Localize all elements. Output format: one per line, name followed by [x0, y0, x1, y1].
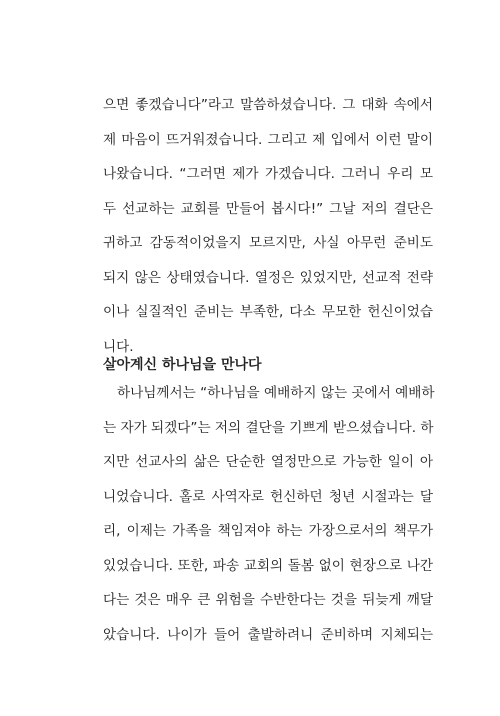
paragraph-2	[103, 376, 433, 652]
text-line: 니다.	[103, 338, 134, 355]
text-line: 귀하고 감동적이었을지 모르지만, 사실 아무런 준비도	[103, 235, 433, 251]
text-line: 되지 않은 상태였습니다. 열정은 있었지만, 선교적 전략	[103, 269, 433, 286]
paragraph-1	[103, 88, 433, 364]
text-line: 있었습니다. 또한, 파송 교회의 돌봄 없이 현장으로 나간	[103, 557, 433, 574]
text-line: 다는 것은 매우 큰 위험을 수반한다는 것을 뒤늦게 깨달	[103, 592, 433, 608]
text-line: 리, 이제는 가족을 책임져야 하는 가장으로서의 책무가	[103, 523, 433, 539]
text-line: 니었습니다. 홀로 사역자로 헌신하던 청년 시절과는 달	[103, 488, 433, 505]
text-line: 제 마음이 뜨거워졌습니다. 그리고 제 입에서 이런 말이	[103, 131, 433, 148]
text-line: 나왔습니다. “그러면 제가 가겠습니다. 그러니 우리 모	[103, 166, 433, 182]
text-line: 는 자가 되겠다”는 저의 결단을 기쁘게 받으셨습니다. 하	[103, 419, 434, 436]
text-line: 두 선교하는 교회를 만들어 봅시다!” 그날 저의 결단은	[103, 200, 433, 217]
text-line: 았습니다. 나이가 들어 출발하려니 준비하며 지체되는	[103, 626, 433, 643]
text-line: 하나님께서는 “하나님을 예배하지 않는 곳에서 예배하	[117, 385, 435, 401]
section-heading: 살아계신 하나님을 만나다	[103, 357, 262, 373]
text-line: 으면 좋겠습니다”라고 말씀하셨습니다. 그 대화 속에서	[103, 97, 433, 113]
text-line: 지만 선교사의 삶은 단순한 열정만으로 가능한 일이 아	[103, 454, 433, 470]
text-line: 이나 실질적인 준비는 부족한, 다소 무모한 헌신이었습	[103, 304, 433, 320]
